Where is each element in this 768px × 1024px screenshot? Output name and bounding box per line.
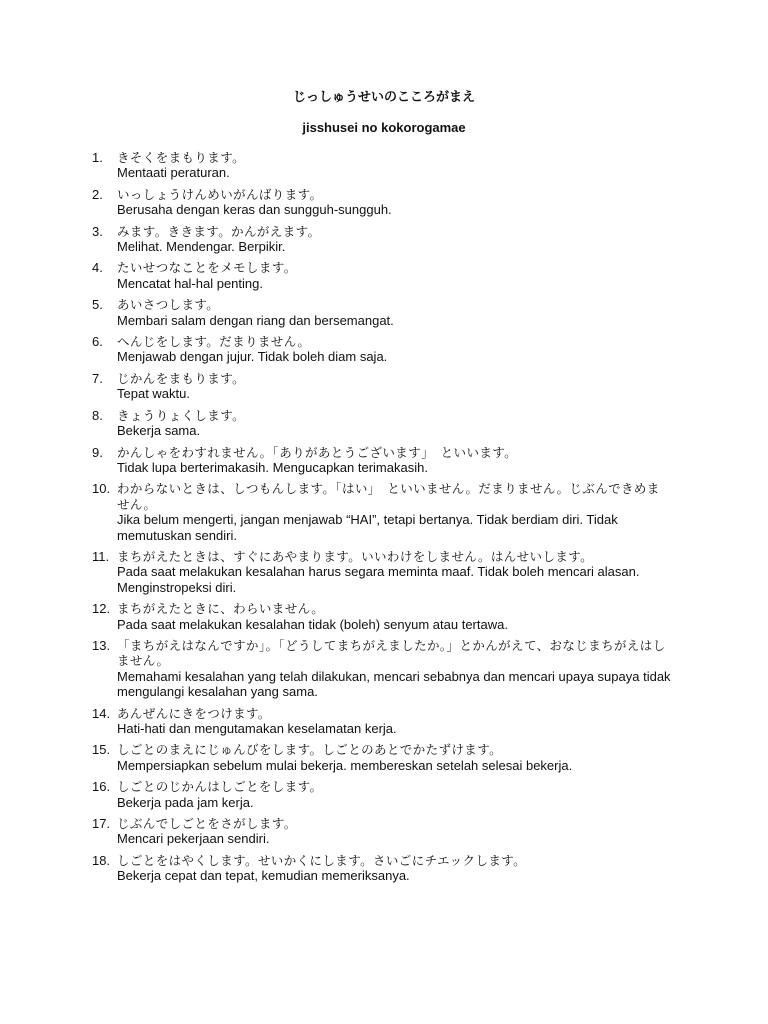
list-item: [92, 549, 672, 595]
list-item: [92, 260, 672, 291]
list-item: [92, 297, 672, 328]
item-number: 12.: [92, 601, 111, 617]
item-indonesian: Memahami kesalahan yang telah dilakukan, mencari sebabnya dan mencari upaya supaya tidak mengulangi kesalahan yang sama.: [117, 668, 671, 700]
item-indonesian: Mentaati peraturan.: [117, 165, 230, 181]
item-japanese: たいせつなことをメモします。: [117, 260, 297, 276]
list-item: [92, 445, 672, 476]
item-number: 2.: [92, 186, 103, 202]
list-item: [92, 150, 672, 181]
item-number: 13.: [92, 637, 111, 653]
item-indonesian: Membari salam dengan riang dan bersemangat.: [117, 312, 394, 328]
item-japanese: まちがえたときは、すぐにあやまります。いいわけをしません。はんせいします。: [117, 548, 594, 564]
list-item: [92, 742, 672, 773]
item-number: 6.: [92, 334, 103, 350]
list-item: [92, 853, 672, 884]
item-japanese: きそくをまもります。: [117, 150, 246, 165]
list-item: [92, 187, 672, 218]
item-number: 10.: [92, 481, 111, 497]
item-japanese: じぶんでしごとをさがします。: [117, 816, 297, 832]
item-japanese: しごとをはやくします。せいかくにします。さいごにチエックします。: [117, 852, 527, 868]
item-japanese: しごとのじかんはしごとをします。: [117, 779, 323, 795]
list-item: [92, 779, 672, 810]
item-number: 1.: [92, 150, 103, 165]
item-indonesian: Bekerja cepat dan tepat, kemudian memeriksanya.: [117, 868, 410, 884]
item-japanese: わからないときは、しつもんします。「はい」 といいません。だまりません。じぶんできめません。: [117, 481, 660, 512]
list-item: [92, 601, 672, 632]
item-indonesian: Mempersiapkan sebelum mulai bekerja. membereskan setelah selesai bekerja.: [117, 757, 573, 773]
item-indonesian: Tepat waktu.: [117, 386, 190, 402]
item-indonesian: Tidak lupa berterimakasih. Mengucapkan terimakasih.: [117, 459, 428, 475]
item-number: 18.: [92, 852, 111, 868]
item-indonesian: Berusaha dengan keras dan sungguh-sungguh.: [117, 202, 392, 218]
item-number: 7.: [92, 370, 103, 386]
item-number: 17.: [92, 816, 111, 832]
item-number: 16.: [92, 779, 111, 795]
item-japanese: かんしゃをわすれません。「ありがあとうございます」 といいます。: [117, 444, 518, 460]
item-japanese: あんぜんにきをつけます。: [117, 705, 271, 721]
document-subtitle: jisshusei no kokorogamae: [302, 120, 466, 135]
item-indonesian: Menjawab dengan jujur. Tidak boleh diam saja.: [117, 349, 388, 365]
item-indonesian: Jika belum mengerti, jangan menjawab “HAI”, tetapi bertanya. Tidak berdiam diri. Tidak memutuskan sendiri.: [117, 512, 618, 543]
item-indonesian: Mencari pekerjaan sendiri.: [117, 831, 270, 847]
item-indonesian: Bekerja sama.: [117, 423, 201, 439]
item-indonesian: Mencatat hal-hal penting.: [117, 275, 263, 291]
item-japanese: 「まちがえはなんですか」。「どうしてまちがえましたか。」とかんがえて、おなじまちがえはしません。: [117, 637, 666, 669]
item-number: 8.: [92, 407, 103, 423]
item-number: 9.: [92, 444, 103, 460]
list-item: [92, 334, 672, 365]
item-number: 3.: [92, 223, 103, 239]
item-indonesian: Bekerja pada jam kerja.: [117, 794, 254, 810]
list-item: [92, 816, 672, 847]
document-title: じっしゅうせいのこころがまえ: [292, 90, 475, 105]
item-number: 5.: [92, 297, 103, 313]
list-item: [92, 481, 672, 543]
item-number: 15.: [92, 742, 111, 758]
list-item: [92, 706, 672, 737]
item-number: 4.: [92, 260, 103, 276]
item-indonesian: Melihat. Mendengar. Berpikir.: [117, 239, 286, 255]
list-item: [92, 638, 672, 700]
list-item: [92, 224, 672, 255]
item-japanese: まちがえたときに、わらいません。: [117, 601, 325, 617]
item-indonesian: Pada saat melakukan kesalahan harus segara meminta maaf. Tidak boleh mencari alasan. Menginstropeksi diri.: [117, 564, 640, 595]
item-number: 11.: [92, 548, 110, 564]
item-japanese: あいさつします。: [117, 297, 220, 313]
item-japanese: じかんをまもります。: [117, 370, 246, 386]
list-item: [92, 371, 672, 402]
item-indonesian: Hati-hati dan mengutamakan keselamatan kerja.: [117, 721, 397, 736]
item-japanese: いっしょうけんめいがんばります。: [117, 186, 323, 202]
item-indonesian: Pada saat melakukan kesalahan tidak (boleh) senyum atau tertawa.: [117, 616, 508, 632]
item-japanese: へんじをします。だまりません。: [117, 334, 311, 350]
list-item: [92, 408, 672, 439]
item-japanese: しごとのまえにじゅんびをします。しごとのあとでかたずけます。: [117, 742, 503, 758]
item-japanese: きょうりょくします。: [117, 407, 246, 423]
rules-list: [92, 150, 672, 890]
item-number: 14.: [92, 705, 111, 721]
item-japanese: みます。ききます。かんがえます。: [117, 223, 321, 239]
